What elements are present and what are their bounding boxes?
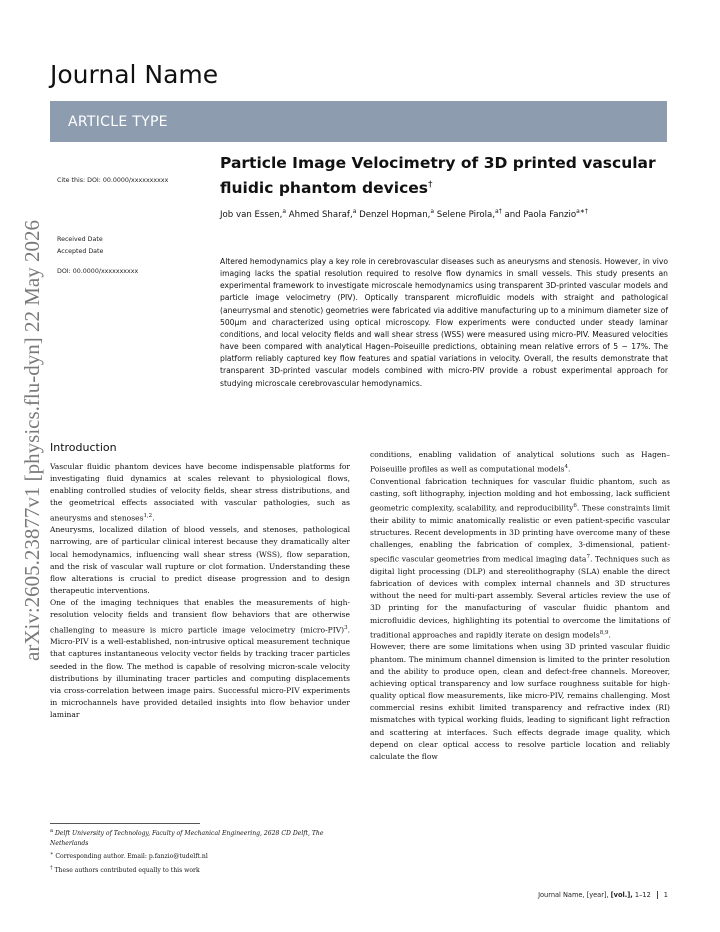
paragraph-text: However, there are some limitations when using 3D printed vascular fluidic phantom. The minimum channel dimension is limited to the printer resolution and the ability to produce open, clean and defect-free channels. Moreover, achieving optical transparency and low surface roughness suitable for high-quality optical flow measurements, like micro-PIV, remains challenging. Most commercial resins exhibit limited transparency and refractive index (RI) mismatches with typical working fluids, leading to significant light refraction and scattering at interfaces. Such effects degrade image quality, which depend on clear optical access to resolve particle location and reliably calculate the flow (370, 642, 670, 761)
paragraph-text: . (568, 464, 571, 474)
journal-name: Journal Name (50, 60, 219, 89)
body-column-right (370, 449, 670, 763)
author-name: and Paola Fanzio (501, 209, 577, 220)
page-number: 1 (663, 891, 668, 899)
footnote-equal (50, 863, 352, 876)
footnote-affiliation (50, 826, 352, 849)
footer-journal (538, 891, 651, 899)
footnote-mark: † (50, 864, 53, 871)
page-footer (538, 891, 668, 899)
received-date: Received Date (57, 236, 103, 243)
footer-journal-text: Journal Name, [year], (538, 891, 611, 899)
author-name: Ahmed Sharaf, (286, 209, 353, 220)
footer-separator (657, 891, 658, 899)
title-footnote-mark: † (428, 180, 433, 190)
paragraph-text: Aneurysms, localized dilation of blood vessels, and stenoses, pathological narrowing, are of particular clinical interest because they dramatically alter local hemodynamics, influencing wall shear stress (WSS), flow separation, and the risk of vascular wall rupture or clot formation. Understanding these flow alterations is crucial to predict disease progression and to design therapeutic interventions. (50, 525, 350, 596)
footnote-divider (50, 823, 200, 824)
paragraph-text: conditions, enabling validation of analytical solutions such as Hagen–Poiseuille profiles as well as computational models (370, 450, 670, 474)
paper-title (220, 152, 680, 199)
citation: 1,2 (143, 512, 153, 519)
author-mark: a∗† (576, 208, 588, 215)
author-list (220, 208, 680, 220)
citation: 4 (564, 464, 568, 471)
footnote-text: Corresponding author. Email: p.fanzio@tudelft.nl (55, 853, 208, 861)
footnotes (50, 826, 352, 876)
paragraph (50, 524, 350, 597)
citation: 8,9 (599, 629, 609, 636)
paragraph-text: Vascular fluidic phantom devices have become indispensable platforms for investigating fluid dynamics at scales relevant to physiological flows, enabling controlled studies of velocity fields, shear stress distributions, and the geometrical effects associated with vascular pathologies, such as aneurysms and stenoses (50, 462, 350, 523)
arxiv-identifier: arXiv:2605.23877v1 [physics.flu-dyn] 22 May 2026 (19, 219, 44, 661)
doi-label: DOI: 00.0000/xxxxxxxxxx (57, 268, 139, 275)
citation: 3 (344, 624, 348, 631)
author-mark: a (430, 208, 435, 215)
paragraph (50, 597, 350, 721)
article-type-banner (50, 101, 667, 142)
abstract: Altered hemodynamics play a key role in cerebrovascular diseases such as aneurysms and stenosis. However, in vivo imaging lacks the spatial resolution required to resolve flow dynamics in small vessels. This study presents an experimental framework to investigate microscale hemodynamics using transparent 3D-printed vascular models and particle image velocimetry (PIV). Optically transparent microfluidic models with straight and pathological (aneurrysmal and stenotic) geometries were fabricated via additive manufacturing up to a minimum diameter size of 500μm and characterized using optical microscopy. Flow experiments were conducted under steady laminar conditions, and local velocity fields and wall shear stress (WSS) were measured using micro-PIV. Measured velocities have been compared with analytical Hagen–Poiseuille predictions, obtaining mean relative errors of 5 − 17%. The platform reliably captured key flow features and spatial variations in velocity. Overall, the results demonstrate that transparent 3D-printed vascular models combined with micro-PIV provide a robust experimental approach for studying microscale cerebrovascular hemodynamics. (220, 257, 668, 388)
citation: 6 (573, 503, 577, 510)
paragraph (370, 449, 670, 476)
footnote-text: Delft University of Technology, Faculty of Mechanical Engineering, 2628 CD Delft, The Netherlands (50, 830, 324, 848)
paragraph-text: One of the imaging techniques that enables the measurements of high-resolution velocity fields and transient flow behaviors that are otherwise challenging to measure is micro particle image velocimetry (micro-PIV) (50, 598, 350, 635)
paragraph-text: . (152, 513, 155, 523)
section-heading-introduction: Introduction (50, 441, 117, 454)
paragraph-text: , soft lithography, injection molding and hot embossing, lack sufficient geometric complexity, scalability, and reproducibility (370, 488, 670, 513)
body-column-left (50, 461, 350, 721)
paragraph-text: Conventional fabrication techniques for vascular fluidic phantom, such as casting (370, 476, 670, 498)
footnote-corresponding (50, 849, 352, 862)
article-type-label: ARTICLE TYPE (68, 113, 168, 130)
accepted-date: Accepted Date (57, 248, 104, 255)
footnote-mark: a (50, 828, 54, 834)
cite-this: Cite this: DOI: 00.0000/xxxxxxxxxx (57, 177, 169, 184)
paragraph (370, 641, 670, 763)
footer-pages: 1–12 (632, 891, 651, 899)
paragraph (50, 461, 350, 524)
author-mark: a (282, 208, 287, 215)
author-name: Denzel Hopman, (356, 209, 431, 220)
author-name: Selene Pirola, (434, 209, 496, 220)
paragraph-text: . (608, 630, 611, 640)
paragraph (370, 476, 670, 642)
footnote-text: These authors contributed equally to this work (54, 866, 200, 874)
citation: 7 (586, 554, 590, 561)
paper-title-text: Particle Image Velocimetry of 3D printed vascular fluidic phantom devices (220, 154, 656, 198)
paragraph-text: . Micro-PIV is a well-established, non-intrusive optical measurement technique that captures instantaneous velocity vector fields by tracking tracer particles seeded in the flow. The method is capable of resolving micron-scale velocity distributions by illuminating tracer particles and computing displacements via cross-correlation between image pairs. Successful micro-PIV experiments in microchannels have provided detailed insights into flow behavior under laminar (50, 625, 350, 720)
footnote-mark: ∗ (50, 851, 54, 858)
paragraph-text: . These constraints limit their ability to mimic anatomically realistic or even patient-specific vascular structures. Recent developments in 3D printing have overcome many of these challenges, enabling the fabrication of complex, 3-dimensional, patient-specific vascular geometries from medical imaging data (370, 503, 670, 564)
arxiv-stamp (14, 210, 50, 670)
author-mark: a† (495, 208, 502, 215)
paragraph-text: . Techniques such as digital light processing (DLP) and stereolithography (SLA) enable the direct fabrication of devices with complex internal channels and 3D structures without the need for multi-part assembly. Several articles review the use of 3D printing for the manufacturing of vascular fluidic phantom and microfluidic devices, highlighting its potential to overcome the limitations of traditional approaches and rapidly iterate on design models (370, 554, 670, 640)
footer-volume: [vol.], (610, 891, 633, 899)
author-name: Job van Essen, (220, 209, 283, 220)
author-mark: a (352, 208, 357, 215)
